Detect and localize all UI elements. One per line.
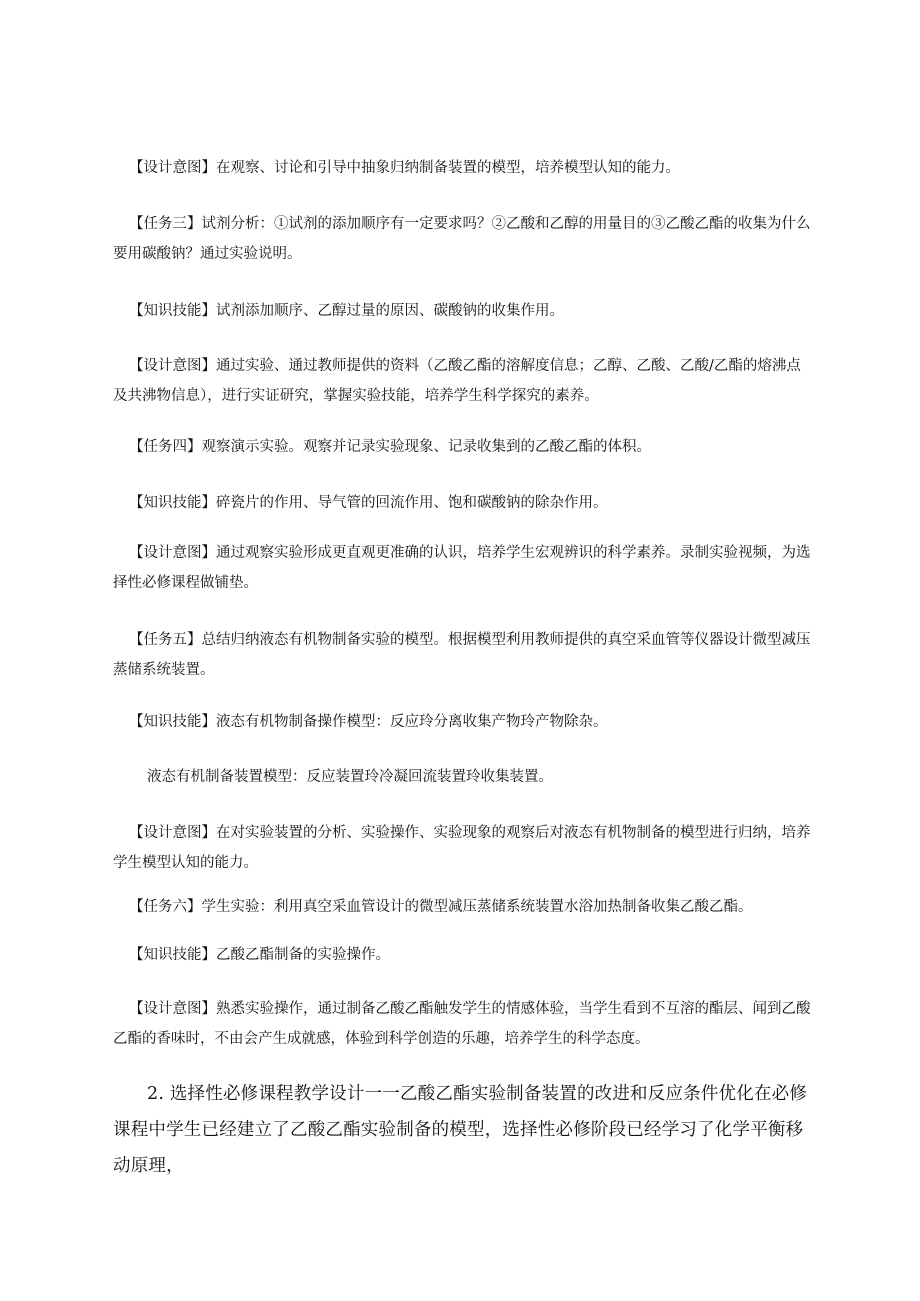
task-four-paragraph: 【任务四】观察演示实验。观察并记录实验现象、记录收集到的乙酸乙酯的体积。 [129, 439, 651, 455]
task-three-paragraph: 【任务三】试剂分析：①试剂的添加顺序有一定要求吗？②乙酸和乙醇的用量目的③乙酸乙酯的收集为什么要用碳酸钠？通过实验说明。 [113, 216, 811, 262]
knowledge-skill-paragraph-1: 【知识技能】试剂添加顺序、乙醇过量的原因、碳酸钠的收集作用。 [129, 303, 564, 319]
knowledge-skill-paragraph-3: 【知识技能】液态有机物制备操作模型：反应玲分离收集产物玲产物除杂。 [129, 714, 608, 730]
design-intent-paragraph-2: 【设计意图】通过实验、通过教师提供的资料（乙酸乙酯的溶解度信息；乙醇、乙酸、乙酸/乙酯的熔沸点及共沸物信息），进行实证研究，掌握实验技能，培养学生科学探究的素养。 [113, 358, 801, 404]
model-paragraph: 液态有机制备装置模型：反应装置玲冷凝回流装置玲收集装置。 [147, 769, 553, 785]
knowledge-skill-paragraph-2: 【知识技能】碎瓷片的作用、导气管的回流作用、饱和碳酸钠的除杂作用。 [129, 495, 608, 511]
design-intent-paragraph-3: 【设计意图】通过观察实验形成更直观更准确的认识，培养学生宏观辨识的科学素养。录制实验视频，为选择性必修课程做铺垫。 [113, 545, 811, 591]
knowledge-skill-paragraph-4: 【知识技能】乙酸乙酯制备的实验操作。 [129, 947, 390, 963]
task-six-paragraph: 【任务六】学生实验：利用真空采血管设计的微型减压蒸储系统装置水浴加热制备收集乙酸乙酯。 [129, 899, 753, 915]
design-intent-paragraph-1: 【设计意图】在观察、讨论和引导中抽象归纳制备装置的模型，培养模型认知的能力。 [129, 160, 680, 176]
section-two-paragraph: 2. 选择性必修课程教学设计一一乙酸乙酯实验制备装置的改进和反应条件优化在必修课程中学生已经建立了乙酸乙酯实验制备的模型，选择性必修阶段已经学习了化学平衡移动原理， [113, 1084, 808, 1176]
design-intent-paragraph-4: 【设计意图】在对实验装置的分析、实验操作、实验现象的观察后对液态有机物制备的模型进行归纳，培养学生模型认知的能力。 [113, 825, 811, 871]
design-intent-paragraph-5: 【设计意图】熟悉实验操作，通过制备乙酸乙酯触发学生的情感体验，当学生看到不互溶的酯层、闻到乙酸乙酯的香味时，不由会产生成就感，体验到科学创造的乐趣，培养学生的科学态度。 [113, 1001, 811, 1047]
task-five-paragraph: 【任务五】总结归纳液态有机物制备实验的模型。根据模型利用教师提供的真空采血管等仪器设计微型减压蒸储系统装置。 [113, 632, 811, 678]
